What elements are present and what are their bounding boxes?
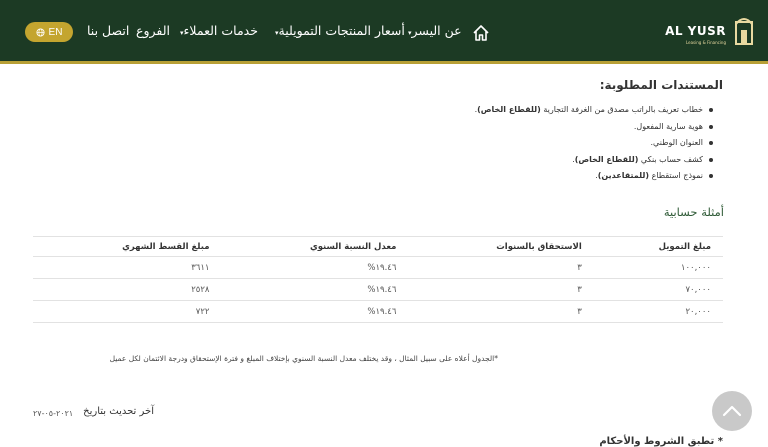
chevron-down-icon: ▾ xyxy=(275,29,279,37)
table-row xyxy=(33,279,723,301)
calculation-examples-title: أمثلة حسابية xyxy=(663,205,724,219)
column-header-term: الاستحقاق بالسنوات xyxy=(408,237,593,257)
column-header-apr: معدل النسبة السنوي xyxy=(221,237,408,257)
doc-text: العنوان الوطني. xyxy=(650,138,703,147)
table-row xyxy=(33,301,723,323)
doc-qualifier: (للقطاع الخاص) xyxy=(477,105,541,114)
doc-text: خطاب تعريف بالراتب مصدق من الغرفة التجارية xyxy=(540,105,703,114)
nav-item-customer-services-label: خدمات العملاء xyxy=(183,23,258,38)
scroll-to-top-button[interactable] xyxy=(712,391,752,431)
cell-amount: ٢٠,٠٠٠ xyxy=(594,301,723,323)
list-item xyxy=(413,102,713,119)
doc-punct: . xyxy=(572,154,575,164)
nav-item-branches[interactable]: الفروع xyxy=(136,23,170,38)
list-item xyxy=(413,135,713,152)
list-item xyxy=(413,152,713,169)
required-docs-list xyxy=(413,102,713,185)
nav-item-about-label: عن اليسر xyxy=(411,23,462,38)
last-updated-date: ٢٠٢١-٠٥-٢٧ xyxy=(33,409,74,418)
doc-qualifier: (للقطاع الخاص) xyxy=(574,154,639,164)
list-item xyxy=(413,168,713,185)
nav-item-product-prices-label: أسعار المنتجات التمويلية xyxy=(278,23,405,38)
nav-item-customer-services[interactable] xyxy=(180,23,258,38)
chevron-down-icon: ▾ xyxy=(408,29,412,37)
doc-punct: . xyxy=(474,105,478,114)
chevron-down-icon: ▾ xyxy=(180,29,184,37)
column-header-installment: مبلغ القسط الشهري xyxy=(33,237,221,257)
terms-title: * تطبق الشروط والأحكام xyxy=(599,436,723,447)
cell-amount: ١٠٠,٠٠٠ xyxy=(594,257,723,279)
cell-term: ٣ xyxy=(408,279,593,301)
nav-item-product-prices[interactable] xyxy=(275,23,405,38)
last-updated-label: آخر تحديث بتاريخ xyxy=(83,406,154,417)
required-docs-title: المستندات المطلوبة: xyxy=(599,78,723,92)
brand-name: AL YUSR xyxy=(665,24,726,38)
cell-installment: ٣٦١١ xyxy=(33,257,221,279)
doc-text: كشف حساب بنكي xyxy=(638,154,703,164)
doc-punct: . xyxy=(595,171,598,180)
brand-tagline: Leasing & Financing xyxy=(685,40,726,45)
table-header-row xyxy=(33,237,723,257)
cell-apr: ١٩.٤٦% xyxy=(221,257,408,279)
globe-icon xyxy=(36,28,45,37)
nav-item-contact[interactable]: اتصل بنا xyxy=(87,23,130,38)
cell-apr: ١٩.٤٦% xyxy=(221,279,408,301)
doc-text: نموذج استقطاع xyxy=(649,171,703,180)
list-item xyxy=(413,119,713,136)
table-footnote: *الجدول أعلاه على سبيل المثال ، وقد يختلف معدل النسبة السنوي بإختلاف المبلغ و فترة الإستحقاق ودرجة الائتمان لكل عميل xyxy=(109,354,498,363)
brand-logo[interactable] xyxy=(648,10,768,54)
doc-text: هوية سارية المفعول. xyxy=(633,121,703,131)
cell-installment: ٧٢٢ xyxy=(33,301,221,323)
cell-amount: ٧٠,٠٠٠ xyxy=(594,279,723,301)
cell-term: ٣ xyxy=(408,257,593,279)
site-header xyxy=(0,0,768,64)
logo-emblem-icon xyxy=(732,14,756,46)
home-icon[interactable] xyxy=(472,24,490,42)
table-row xyxy=(33,257,723,279)
language-toggle-button[interactable] xyxy=(25,22,73,42)
nav-item-about[interactable] xyxy=(408,23,462,38)
doc-qualifier: (للمتقاعدين) xyxy=(597,171,650,180)
cell-term: ٣ xyxy=(408,301,593,323)
column-header-amount: مبلغ التمويل xyxy=(594,237,723,257)
language-label: EN xyxy=(48,26,63,38)
chevron-up-icon xyxy=(722,405,742,417)
calculation-examples-table xyxy=(33,236,723,323)
cell-apr: ١٩.٤٦% xyxy=(221,301,408,323)
cell-installment: ٢٥٢٨ xyxy=(33,279,221,301)
